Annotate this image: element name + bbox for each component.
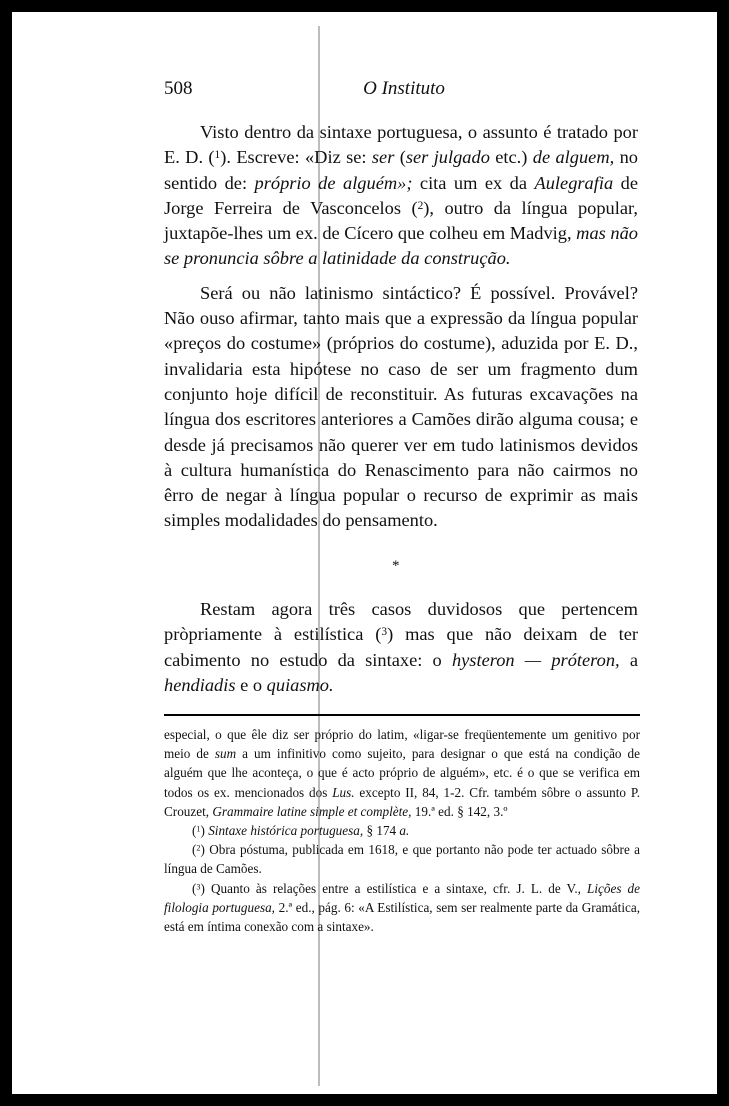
paragraph-3: Restam agora três casos duvidosos que pertencem pròpriamente à estilística ($^3$) mas que não deixam de ter cabimento no estudo da sintaxe: o hysteron — próteron, a hendiadis e o quiasmo. xyxy=(164,599,638,695)
paragraph-2: Será ou não latinismo sintáctico? É possível. Provável? Não ouso afirmar, tanto mais que a expressão da língua popular «preços do costume» (próprios do costume), aduzida por E. D., invalidaria esta hipótese no caso de ser um fragmento dum conjunto hoje difícil de reconstituir. As futuras excavações na língua dos escritores anteriores a Camões dirão alguma cousa; e desde já precisamos não querer ver em tudo latinismos devidos à cultura humanística do Renascimento para não cairmos no êrro de negar à língua popular o recurso de exprimir as mais simples modalidades do pensamento. xyxy=(164,282,638,531)
footnote-2: ($^2$) Obra póstuma, publicada em 1618, e que portanto não pode ter actuado sôbre a língua de Camões. xyxy=(164,842,640,877)
page-header xyxy=(164,78,644,104)
paragraph-1: Visto dentro da sintaxe portuguesa, o assunto é tratado por E. D. ($^1$). Escreve: «Diz se: ser (ser julgado etc.) de alguem, no sentido de: próprio de alguém»; cita um ex da Aulegrafia de Jorge Ferreira de Vasconcelos ($^2$), outro da língua popular, juxtapõe-lhes um ex. de Cícero que colheu em Madvig, mas não se pronuncia sôbre a latinidade da construção. xyxy=(164,122,638,269)
footnote-number-1: 1 xyxy=(196,824,201,834)
section-separator: * xyxy=(392,558,400,574)
book-page xyxy=(10,10,719,1096)
footnote-number-2: 2 xyxy=(196,843,201,853)
footnote-3: ($^3$) Quanto às relações entre a estilística e a sintaxe, cfr. J. L. de V., Lições de filologia portuguesa, 2.ª ed., pág. 6: «A Estilística, sem ser realmente parte da Gramática, está em íntima conexão com a sintaxe». xyxy=(164,880,640,935)
main-text-2 xyxy=(164,597,638,698)
footnote-ref-3: 3 xyxy=(381,626,388,639)
footnote-ref-1: 1 xyxy=(214,149,221,162)
footnotes xyxy=(164,725,640,936)
footnote-rule xyxy=(164,714,640,716)
footnote-continuation: especial, o que êle diz ser próprio do latim, «ligar-se freqüentemente um genitivo por meio de sum a um infinitivo como sujeito, para designar o que está na condição de alguém que lhe aconteça, o que é acto próprio de alguém», etc. é o que se verifica em todos os ex. mencionados dos Lus. excepto II, 84, 1-2. Cfr. também sôbre o assunto P. Crouzet, Grammaire latine simple et complète, 19.ª ed. § 142, 3.º xyxy=(164,727,641,819)
footnote-1: ($^1$) Sintaxe histórica portuguesa, § 174 a. xyxy=(192,823,410,839)
main-text xyxy=(164,120,638,534)
footnote-ref-2: 2 xyxy=(417,199,424,212)
footnote-number-3: 3 xyxy=(196,881,201,891)
running-title: O Instituto xyxy=(363,78,445,99)
page-number: 508 xyxy=(164,78,193,99)
